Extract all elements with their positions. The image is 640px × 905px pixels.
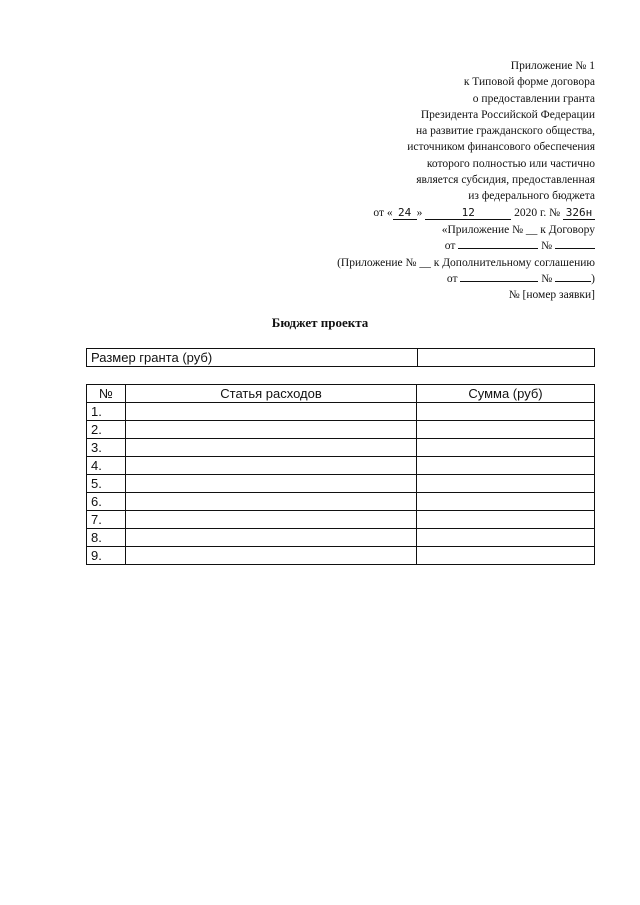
appendix-from-label: от bbox=[444, 240, 456, 253]
header-line: Приложение № 1 bbox=[510, 60, 595, 72]
header-line: о предоставлении гранта bbox=[472, 92, 595, 105]
column-header-sum: Сумма (руб) bbox=[417, 385, 595, 403]
sum-cell[interactable] bbox=[417, 457, 595, 475]
grant-amount-label: Размер гранта (руб) bbox=[87, 349, 418, 367]
date-month: 12 bbox=[425, 207, 511, 220]
expense-item-cell[interactable] bbox=[126, 493, 417, 511]
date-year: 2020 г. № bbox=[514, 206, 561, 219]
row-number: 6. bbox=[87, 493, 126, 511]
date-blank bbox=[460, 271, 538, 282]
table-row bbox=[87, 421, 595, 439]
header-line: является субсидия, предоставленная bbox=[416, 174, 595, 187]
approval-header bbox=[275, 58, 595, 221]
table-row bbox=[87, 529, 595, 547]
table-row bbox=[87, 547, 595, 565]
table-row bbox=[87, 511, 595, 529]
row-number: 9. bbox=[87, 547, 126, 565]
row-number: 4. bbox=[87, 457, 126, 475]
expense-item-cell[interactable] bbox=[126, 511, 417, 529]
header-line: Президента Российской Федерации bbox=[420, 108, 595, 121]
header-line: источником финансового обеспечения bbox=[407, 141, 595, 154]
date-blank bbox=[458, 238, 538, 249]
expense-item-cell[interactable] bbox=[126, 457, 417, 475]
header-line: на развитие гражданского общества, bbox=[415, 125, 595, 138]
grant-amount-row bbox=[87, 349, 595, 367]
appendix-line-agreement: (Приложение № __ к Дополнительному соглашению bbox=[337, 256, 595, 269]
budget-table bbox=[86, 384, 595, 565]
row-number: 5. bbox=[87, 475, 126, 493]
column-header-number: № bbox=[87, 385, 126, 403]
row-number: 1. bbox=[87, 403, 126, 421]
expense-item-cell[interactable] bbox=[126, 475, 417, 493]
table-header-row bbox=[87, 385, 595, 403]
sum-cell[interactable] bbox=[417, 475, 595, 493]
table-row bbox=[87, 403, 595, 421]
table-row bbox=[87, 439, 595, 457]
row-number: 3. bbox=[87, 439, 126, 457]
appendix-line-date bbox=[235, 238, 595, 254]
closing-paren: ) bbox=[591, 272, 595, 285]
date-mid: » bbox=[416, 206, 423, 219]
page-title: Бюджет проекта bbox=[271, 315, 369, 330]
sum-cell[interactable] bbox=[417, 421, 595, 439]
row-number: 7. bbox=[87, 511, 126, 529]
appendix-number-label: № bbox=[541, 240, 553, 253]
agreement-number-label: № bbox=[541, 272, 553, 285]
date-day: 24 bbox=[393, 207, 417, 220]
sum-cell[interactable] bbox=[417, 511, 595, 529]
table-row bbox=[87, 475, 595, 493]
row-number: 2. bbox=[87, 421, 126, 439]
number-blank bbox=[555, 271, 591, 282]
sum-cell[interactable] bbox=[417, 529, 595, 547]
approval-date-line bbox=[275, 205, 595, 221]
sum-cell[interactable] bbox=[417, 493, 595, 511]
appendix-reference bbox=[235, 222, 595, 303]
expense-item-cell[interactable] bbox=[126, 529, 417, 547]
agreement-from-label: от bbox=[446, 272, 458, 285]
column-header-item: Статья расходов bbox=[126, 385, 417, 403]
header-line: к Типовой форме договора bbox=[463, 76, 595, 89]
grant-amount-table bbox=[86, 348, 595, 367]
sum-cell[interactable] bbox=[417, 403, 595, 421]
header-line: которого полностью или частично bbox=[426, 157, 595, 170]
expense-item-cell[interactable] bbox=[126, 421, 417, 439]
date-prefix: от « bbox=[373, 206, 393, 219]
order-number: 326н bbox=[563, 207, 595, 220]
expense-item-cell[interactable] bbox=[126, 403, 417, 421]
number-blank bbox=[555, 238, 595, 249]
table-row bbox=[87, 493, 595, 511]
appendix-line-agreement-date bbox=[235, 271, 595, 287]
sum-cell[interactable] bbox=[417, 547, 595, 565]
expense-item-cell[interactable] bbox=[126, 547, 417, 565]
application-number: № [номер заявки] bbox=[508, 289, 595, 302]
expense-item-cell[interactable] bbox=[126, 439, 417, 457]
sum-cell[interactable] bbox=[417, 439, 595, 457]
appendix-line-contract: «Приложение № __ к Договору bbox=[441, 224, 595, 236]
table-row bbox=[87, 457, 595, 475]
grant-amount-value[interactable] bbox=[418, 349, 595, 367]
header-line: из федерального бюджета bbox=[468, 190, 595, 203]
row-number: 8. bbox=[87, 529, 126, 547]
